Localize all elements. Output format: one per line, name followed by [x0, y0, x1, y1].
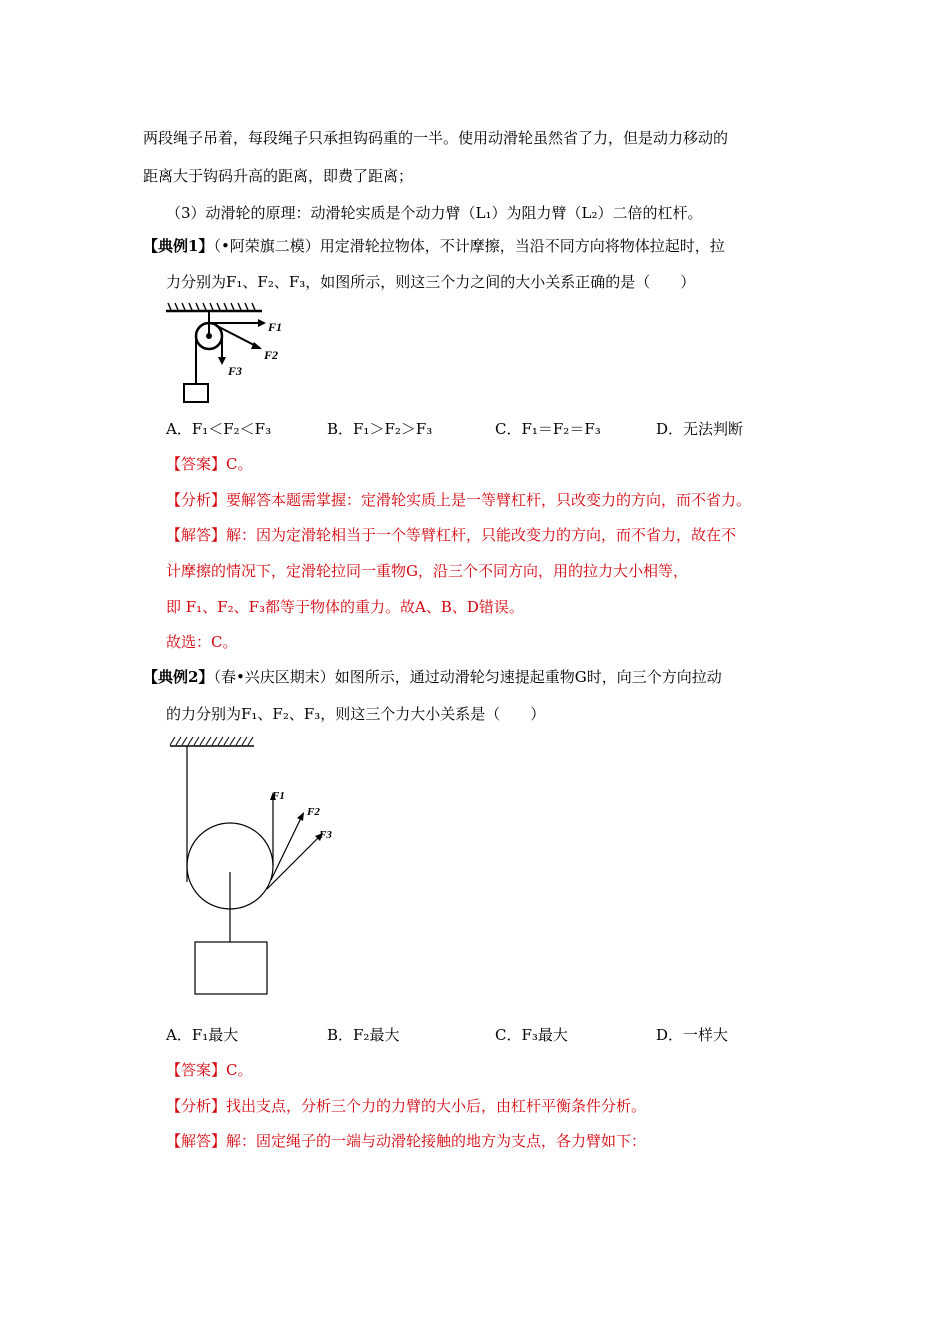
intro-line-1: 两段绳子吊着，每段绳子只承担钩码重的一半。使用动滑轮虽然省了力，但是动力移动的: [143, 129, 729, 147]
fixed-pulley-figure: [162, 302, 302, 406]
example2-analysis: 【分析】找出支点，分析三个力的力臂的大小后，由杠杆平衡条件分析。: [166, 1097, 647, 1115]
example1-option-c[interactable]: C．F₁＝F₂＝F₃: [495, 420, 601, 438]
arrow-f2: [251, 342, 262, 349]
ceiling-hatch: [166, 303, 262, 311]
label-f1-2: F1: [272, 790, 285, 802]
label-f2-2: F2: [307, 806, 320, 818]
arrow-f2-2: [297, 812, 304, 821]
intro-line-2: 距离大于钩码升高的距离，即费了距离；: [143, 167, 414, 185]
example1-choice: 故选：C。: [166, 633, 238, 651]
example1-option-d[interactable]: D．无法判断: [656, 420, 744, 438]
weight-g: [195, 942, 267, 994]
example1-solution-line-1: 【解答】解：因为定滑轮相当于一个等臂杠杆，只能改变力的方向，而不省力，故在不: [166, 526, 737, 544]
label-f2: F2: [264, 348, 279, 362]
example2-option-b[interactable]: B．F₂最大: [327, 1026, 400, 1044]
label-f3-2: F3: [319, 829, 332, 841]
example2-option-c[interactable]: C．F₃最大: [495, 1026, 568, 1044]
label-f1: F1: [268, 320, 283, 334]
arrow-f1: [258, 319, 266, 327]
label-f3: F3: [228, 364, 243, 378]
example1-solution-line-2: 计摩擦的情况下，定滑轮拉同一重物G，沿三个不同方向，用的拉力大小相等，: [166, 562, 688, 580]
hanging-block: [184, 384, 208, 402]
example2-solution-line-1: 【解答】解：固定绳子的一端与动滑轮接触的地方为支点，各力臂如下：: [166, 1132, 647, 1150]
example2-stem-line-1: [143, 667, 722, 687]
example1-answer: 【答案】C。: [166, 455, 253, 473]
example2-option-d[interactable]: D．一样大: [656, 1026, 729, 1044]
example2-stem-text-1: （春•兴庆区期末）如图所示，通过动滑轮匀速提起重物G时，向三个方向拉动: [213, 668, 722, 686]
example2-tag: 【典例2】: [143, 668, 214, 686]
example2-stem-line-2: 的力分别为F₁、F₂、F₃，则这三个力大小关系是（ ）: [166, 705, 546, 723]
example2-answer: 【答案】C。: [166, 1061, 253, 1079]
example1-stem-line-2: 力分别为F₁、F₂、F₃，如图所示，则这三个力之间的大小关系正确的是（ ）: [166, 273, 696, 291]
example1-option-b[interactable]: B．F₁＞F₂＞F₃: [327, 420, 433, 438]
example2-option-a[interactable]: A．F₁最大: [166, 1026, 239, 1044]
arrow-f3: [218, 357, 226, 365]
example1-tag: 【典例1】: [143, 237, 214, 255]
example1-stem-line-1: [143, 236, 725, 256]
principle-line: （3）动滑轮的原理：动滑轮实质是个动力臂（L₁）为阻力臂（L₂）二倍的杠杆。: [166, 204, 703, 222]
example1-option-a[interactable]: A．F₁＜F₂＜F₃: [166, 420, 272, 438]
example1-solution-line-3: 即 F₁、F₂、F₃都等于物体的重力。故A、B、D错误。: [166, 598, 524, 616]
fixed-pulley-hub: [206, 333, 212, 339]
example1-analysis: 【分析】要解答本题需掌握：定滑轮实质上是一等臂杠杆，只改变力的方向，而不省力。: [166, 491, 752, 509]
movable-pulley-figure: [166, 732, 346, 1002]
rope-f3-2: [267, 838, 318, 889]
ceiling-hatch-2: [170, 737, 254, 746]
example1-stem-text-1: （•阿荣旗二模）用定滑轮拉物体，不计摩擦，当沿不同方向将物体拉起时，拉: [213, 237, 725, 255]
